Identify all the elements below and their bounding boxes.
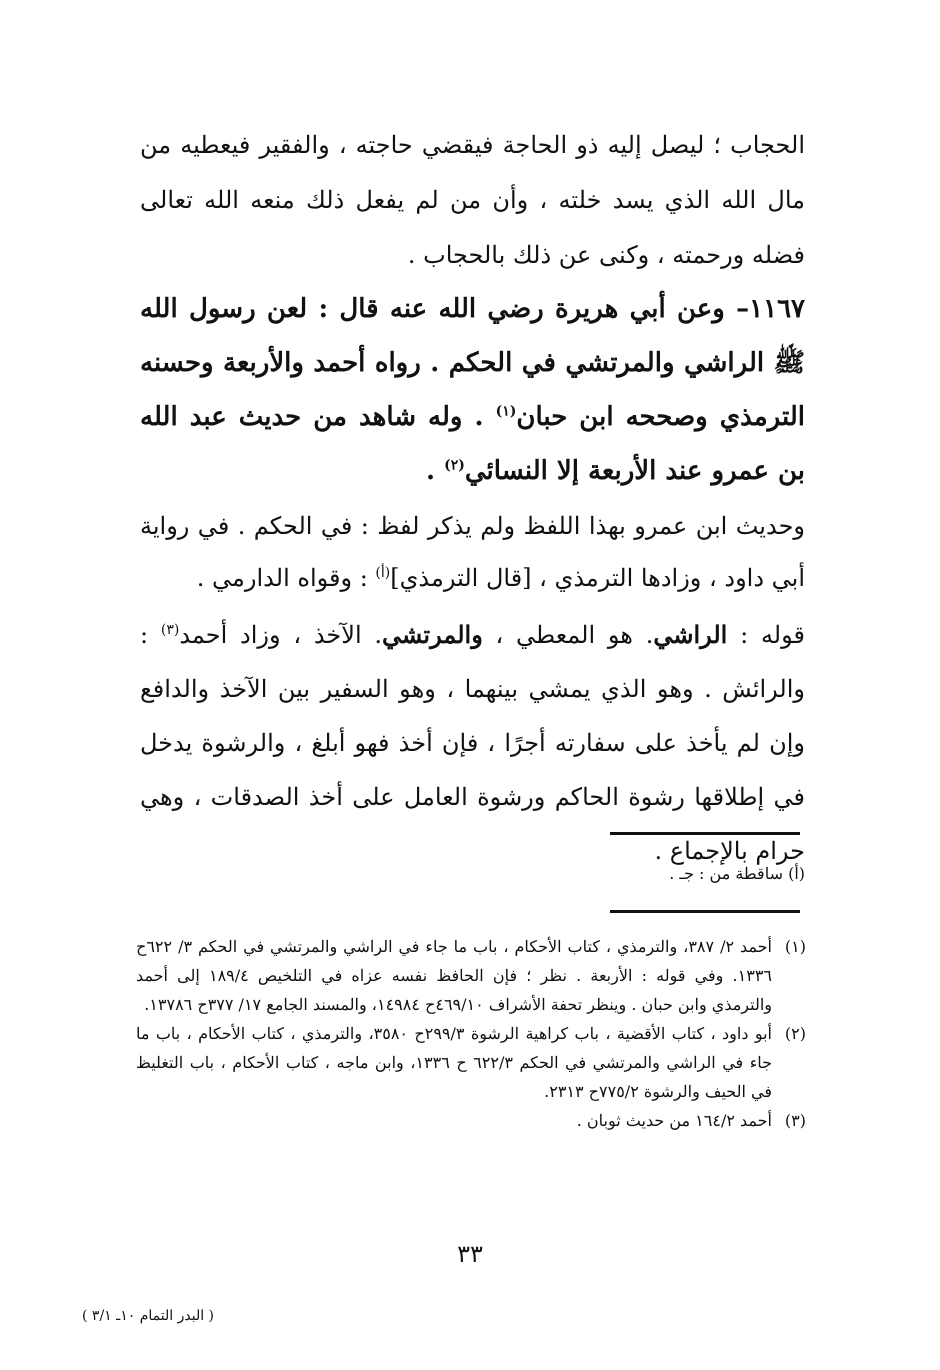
footnote-number: (١)	[784, 937, 806, 956]
footnote-divider-bottom	[610, 910, 800, 913]
footnote-ref-1[interactable]: (١)	[495, 403, 517, 420]
footnote-text: أبو داود ، كتاب الأقضية ، باب كراهية الرشوة ٢٩٩/٣ح ٣٥٨٠، والترمذي ، كتاب الأحكام ، باب ما جاء في الراشي والمرتشي في الحكم ٦٢٢/٣ ح ١٣٣٦، وابن ماجه ، كتاب الأحكام ، باب التغليظ في الحيف والرشوة ٧٧٥/٢ح ٢٣١٣.	[136, 1024, 772, 1101]
variant-note-a: (أ) ساقطة من : جـ .	[669, 864, 805, 883]
paragraph-text-part2: : وقواه الدارمي .	[196, 564, 376, 592]
paragraph-commentary-hijab	[140, 118, 805, 283]
paragraph-rest: : والرائش . وهو الذي يمشي بينهما ، وهو السفير بين الآخذ والدافع وإن لم يأخذ على سفارته أجرًا ، فإن أخذ فهو أبلغ ، والرشوة يدخل في إطلاقها رشوة الحاكم ورشوة العامل على أخذ الصدقات ، وهي حرام بالإجماع .	[140, 621, 805, 865]
paragraph-text-part1: وحديث ابن عمرو بهذا اللفظ ولم يذكر لفظ : في الحكم . في رواية أبي داود ، وزادها الترمذي ، [قال الترمذي]	[140, 512, 805, 592]
footnote-text: أحمد ٢/ ٣٨٧، والترمذي ، كتاب الأحكام ، باب ما جاء في الراشي والمرتشي في الحكم ٣/ ٦٢٢ح ١٣٣٦. وفي قوله : الأربعة . نظر ؛ فإن الحافظ نفسه عزاه في التلخيص ١٨٩/٤ إلى أحمد والترمذي وابن حبان . وينظر تحفة الأشراف ٤٦٩/١٠ح ١٤٩٨٤، والمسند الجامع ١٧/ ٣٧٧ح ١٣٧٨٦.	[136, 937, 773, 1014]
footnote-ref-2[interactable]: (٢)	[444, 457, 465, 474]
hadith-text-part2: . وله شاهد من حديث عبد الله بن عمرو عند الأربعة إلا النسائي	[140, 402, 805, 486]
paragraph-mid2: . الآخذ ، وزاد أحمد	[179, 621, 382, 649]
footnote-ref-3[interactable]: (٣)	[160, 622, 180, 638]
paragraph-mid1: . هو المعطي ،	[482, 621, 654, 649]
footnote-divider-top	[610, 832, 800, 835]
paragraph-definitions	[140, 608, 805, 878]
footnote-text: أحمد ١٦٤/٢ من حديث ثوبان .	[576, 1111, 772, 1130]
footnote-ref-a[interactable]: (أ)	[375, 565, 391, 581]
footnote-item-1	[136, 932, 806, 1019]
footnote-item-2	[136, 1019, 806, 1106]
term-rashi: الراشي	[653, 620, 728, 649]
paragraph-intro: قوله :	[727, 621, 805, 649]
hadith-text-part3: .	[425, 456, 445, 486]
term-murtashi: والمرتشي	[382, 620, 483, 649]
page-number: ٣٣	[457, 1240, 483, 1268]
footnote-number: (٢)	[784, 1024, 806, 1043]
paragraph-text: الحجاب ؛ ليصل إليه ذو الحاجة فيقضي حاجته ، والفقير فيعطيه من مال الله الذي يسد خلته ، وأن من لم يفعل ذلك منعه الله تعالى فضله ورحمته ، وكنى عن ذلك بالحجاب .	[140, 131, 805, 269]
footnote-item-3	[136, 1106, 806, 1135]
paragraph-ibn-amr	[140, 500, 805, 604]
hadith-text-part1: ١١٦٧– وعن أبي هريرة رضي الله عنه قال : لعن رسول الله ﷺ الراشي والمرتشي في الحكم . رواه أحمد والأربعة وحسنه الترمذي وصححه ابن حبان	[140, 294, 805, 432]
footnote-number: (٣)	[784, 1111, 806, 1130]
hadith-1167	[140, 282, 805, 498]
print-signature: ( البدر التمام ١٠ـ ٣/١ )	[82, 1308, 215, 1324]
footnotes-list	[136, 932, 806, 1135]
